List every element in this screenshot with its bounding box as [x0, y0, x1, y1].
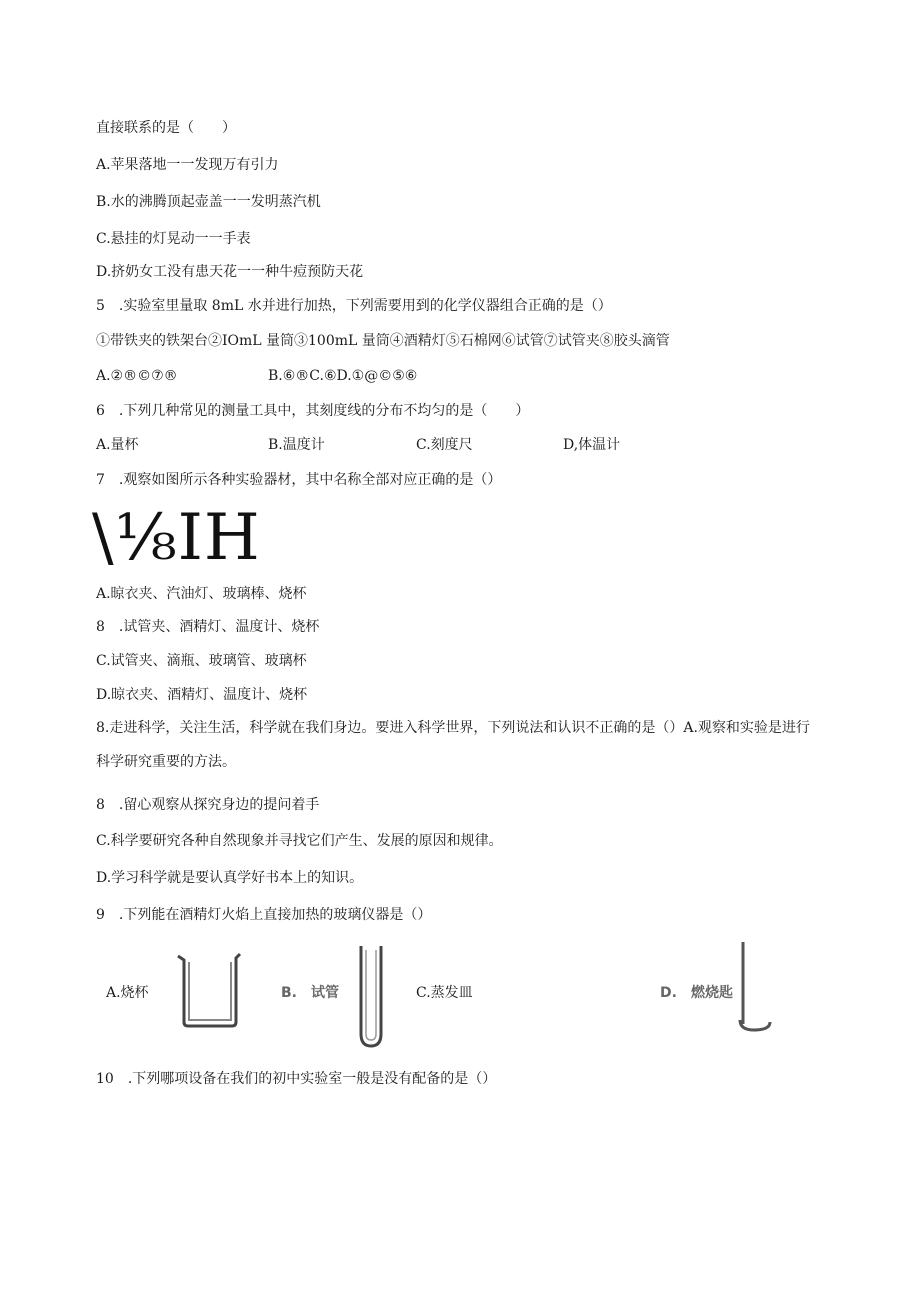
- q7-option-d: D.晾衣夹、酒精灯、温度计、烧杯: [96, 687, 308, 703]
- beaker-icon: [174, 950, 246, 1030]
- q5-items: ①带铁夹的铁架台②IOmL 量筒③100mL 量筒④酒精灯⑤石棉网⑥试管⑦试管夹⑧胶头滴管: [96, 333, 670, 349]
- q8-option-b: 8 .留心观察从探究身边的提问着手: [96, 797, 320, 813]
- q8-option-c: C.科学要研究各种自然现象并寻找它们产生、发展的原因和规律。: [96, 833, 503, 849]
- q7-figure-garbled: \⅛IH: [92, 501, 261, 575]
- q6-option-b: B.温度计: [268, 437, 325, 453]
- q9-option-d: D. 燃烧匙: [660, 985, 733, 1001]
- q4-stem: 直接联系的是（ ）: [96, 120, 236, 136]
- q8-stem: 8.走进科学，关注生活，科学就在我们身边。要进入科学世界，下列说法和认识不正确的是（）A.观察和实验是进行科学研究重要的方法。: [96, 720, 810, 770]
- q8-option-d: D.学习科学就是要认真学好书本上的知识。: [96, 870, 364, 886]
- q7-option-a: A.晾衣夹、汽油灯、玻璃棒、烧杯: [96, 586, 307, 602]
- q6-option-c: C.刻度尺: [416, 437, 473, 453]
- q7-option-c: C.试管夹、滴瓶、玻璃管、玻璃杯: [96, 653, 307, 669]
- q5-stem: 5 .实验室里量取 8mL 水并进行加热，下列需要用到的化学仪器组合正确的是（）: [96, 298, 612, 314]
- q6-stem: 6 .下列几种常见的测量工具中，其刻度线的分布不均匀的是（ ）: [96, 403, 530, 419]
- q10-stem: 10 .下列哪项设备在我们的初中实验室一般是没有配备的是（）: [96, 1071, 497, 1087]
- q9-stem: 9 .下列能在酒精灯火焰上直接加热的玻璃仪器是（）: [96, 907, 432, 923]
- combustion-spoon-icon: [736, 940, 776, 1034]
- q6-option-d: D,体温计: [563, 437, 621, 453]
- q4-option-b: B.水的沸腾顶起壶盖一一发明蒸汽机: [96, 194, 321, 210]
- q7-stem: 7 .观察如图所示各种实验器材，其中名称全部对应正确的是（）: [96, 472, 502, 488]
- q7-option-b: 8 .试管夹、酒精灯、温度计、烧杯: [96, 619, 320, 635]
- test-tube-icon: [356, 942, 386, 1050]
- q5-option-bcd: B.⑥®C.⑥D.①@©⑤⑥: [268, 368, 418, 384]
- q4-option-d: D.挤奶女工没有患天花一一种牛痘预防天花: [96, 264, 364, 280]
- q9-option-c: C.蒸发皿: [416, 985, 473, 1001]
- q9-option-a: A.烧杯: [106, 985, 149, 1001]
- q4-option-a: A.苹果落地一一发现万有引力: [96, 157, 279, 173]
- q4-option-c: C.悬挂的灯晃动一一手表: [96, 231, 251, 247]
- q9-option-b: B. 试管: [281, 985, 339, 1001]
- q5-option-a: A.②®©⑦®: [96, 368, 178, 384]
- q6-option-a: A.量杯: [96, 437, 139, 453]
